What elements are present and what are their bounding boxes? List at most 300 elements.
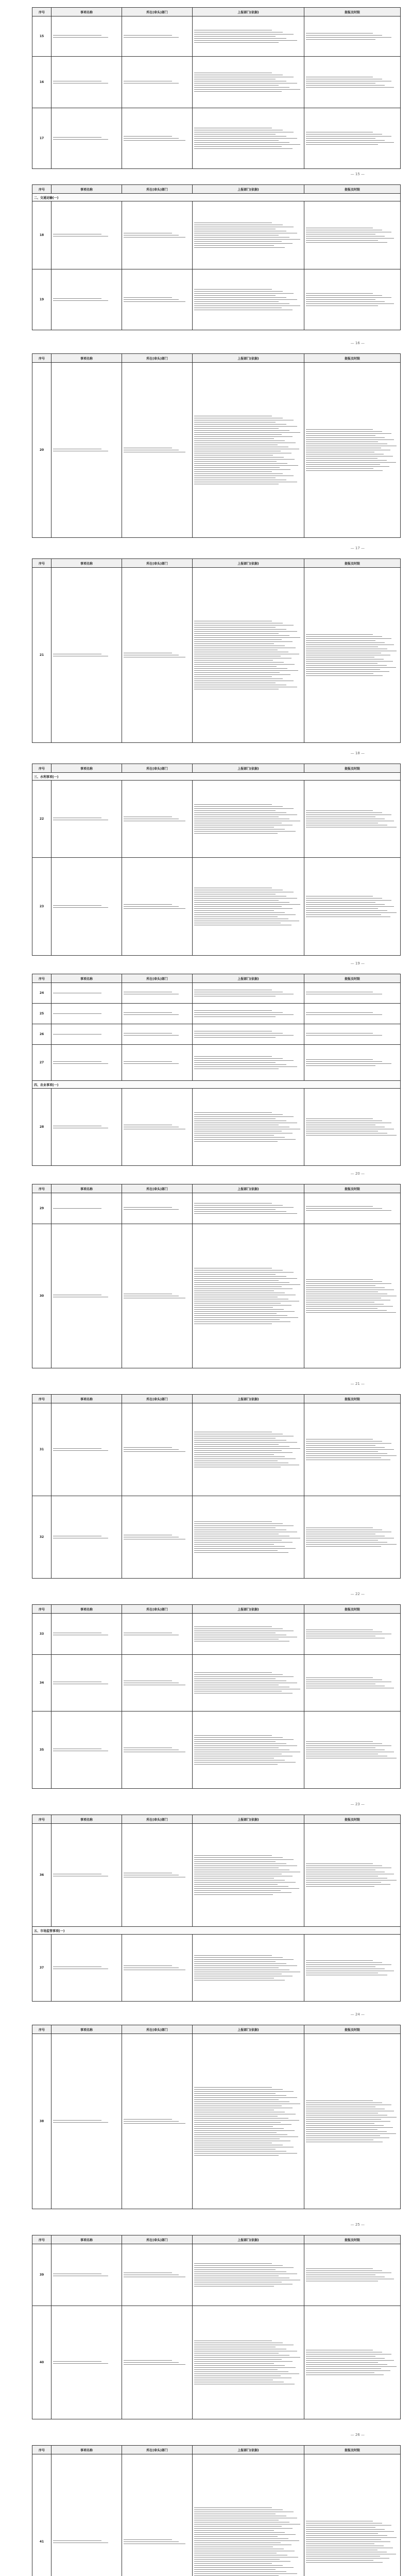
text-line — [194, 1863, 286, 1864]
page-number: — 23 — — [350, 1802, 365, 1806]
table-header-row — [32, 185, 401, 194]
text-line — [306, 2360, 394, 2361]
text-line — [124, 1449, 179, 1450]
page-number: — 16 — — [350, 341, 365, 345]
text-line — [194, 1307, 273, 1308]
text-line — [194, 914, 296, 915]
text-line — [194, 670, 298, 671]
department-cell — [122, 1089, 193, 1166]
text-line — [124, 1063, 179, 1064]
col-header-basis: 上报部门(依据) — [193, 559, 304, 568]
text-line — [194, 1272, 294, 1273]
text-line — [194, 2269, 276, 2270]
category-row — [32, 1081, 401, 1089]
text-line — [306, 1544, 397, 1545]
table-header-row — [32, 1184, 401, 1193]
table-header-row — [32, 2025, 401, 2034]
matters-table — [32, 2025, 401, 2209]
text-line — [194, 1056, 272, 1057]
text-line — [194, 2087, 272, 2088]
text-lines — [53, 1034, 120, 1035]
text-lines — [194, 1626, 302, 1641]
text-lines — [194, 1432, 302, 1467]
table-header-row — [32, 559, 401, 568]
text-line — [194, 432, 300, 433]
text-line — [194, 1626, 272, 1627]
text-line — [306, 904, 385, 905]
category-row — [32, 194, 401, 201]
text-line — [194, 2263, 272, 2264]
col-header-submission: 提报及时限 — [304, 354, 401, 363]
text-line — [194, 1064, 286, 1065]
table-row — [32, 858, 401, 956]
text-lines — [194, 1203, 302, 1214]
text-line — [306, 144, 378, 145]
text-line — [124, 138, 179, 139]
text-line — [194, 808, 294, 809]
text-line — [194, 1035, 294, 1036]
text-line — [194, 1546, 285, 1547]
text-line — [194, 1855, 272, 1856]
department-cell — [122, 2244, 193, 2306]
basis-cell — [193, 1403, 304, 1496]
text-line — [306, 1310, 387, 1311]
text-lines — [306, 2100, 399, 2142]
text-line — [194, 299, 297, 300]
text-lines — [53, 1536, 120, 1538]
text-lines — [53, 1061, 120, 1064]
text-line — [194, 138, 297, 139]
page-number: — 18 — — [350, 751, 365, 755]
text-line — [194, 2571, 286, 2572]
text-line — [194, 2563, 272, 2564]
text-line — [306, 460, 387, 461]
text-line — [306, 1061, 382, 1062]
text-line — [53, 2122, 108, 2123]
row-number: 41 — [32, 2454, 52, 2576]
row-number: 31 — [32, 1403, 52, 1496]
text-lines — [53, 1013, 120, 1014]
text-lines — [194, 1521, 302, 1553]
category-row — [32, 773, 401, 781]
text-line — [306, 240, 378, 241]
text-line — [306, 1962, 382, 1963]
text-lines — [194, 1031, 302, 1038]
text-line — [306, 297, 391, 298]
text-line — [124, 2541, 179, 2542]
department-cell — [122, 108, 193, 169]
basis-cell — [193, 1193, 304, 1224]
text-line — [124, 140, 185, 141]
text-line — [53, 35, 101, 36]
text-line — [194, 245, 274, 246]
department-cell — [122, 269, 193, 330]
row-number: 22 — [32, 781, 52, 858]
text-line — [194, 144, 300, 145]
table-row — [32, 363, 401, 538]
text-line — [194, 243, 293, 244]
text-line — [194, 2532, 285, 2533]
text-line — [306, 138, 375, 139]
text-line — [194, 2526, 282, 2527]
page-number: — 19 — — [350, 961, 365, 965]
text-line — [194, 2371, 288, 2372]
text-line — [194, 1321, 290, 1322]
text-line — [194, 639, 282, 640]
submission-cell — [304, 1193, 401, 1224]
matter-name-cell — [52, 1496, 122, 1579]
text-line — [306, 1065, 375, 1066]
page-number: — 20 — — [350, 1172, 365, 1176]
text-line — [306, 1306, 393, 1307]
text-lines — [306, 1528, 399, 1547]
text-lines — [53, 234, 120, 236]
text-line — [124, 1061, 172, 1062]
department-cell — [122, 2034, 193, 2209]
text-line — [306, 1443, 391, 1444]
text-line — [306, 671, 389, 672]
col-header-department: 所在(牵头)部门 — [122, 185, 193, 194]
basis-cell — [193, 568, 304, 743]
text-line — [194, 1957, 283, 1958]
text-line — [306, 673, 373, 674]
text-line — [194, 146, 282, 147]
text-line — [194, 2267, 294, 2268]
col-header-name: 事项名称 — [52, 2235, 122, 2244]
text-lines — [194, 416, 302, 484]
submission-cell — [304, 781, 401, 858]
text-line — [306, 638, 391, 639]
text-line — [306, 1882, 381, 1883]
text-line — [194, 902, 289, 903]
text-line — [194, 440, 285, 441]
text-lines — [306, 293, 399, 306]
text-line — [124, 2121, 179, 2122]
text-lines — [53, 1749, 120, 1751]
text-lines — [124, 1681, 191, 1685]
text-line — [194, 471, 272, 472]
text-lines — [124, 1965, 191, 1970]
text-line — [194, 1454, 274, 1455]
text-line — [194, 2134, 287, 2135]
text-line — [306, 812, 382, 813]
text-line — [306, 1281, 382, 1282]
text-line — [53, 1208, 101, 1209]
col-header-submission: 提报及时限 — [304, 1395, 401, 1403]
text-line — [194, 1523, 283, 1524]
submission-cell — [304, 1004, 401, 1024]
department-cell — [122, 1403, 193, 1496]
text-lines — [306, 429, 399, 471]
text-lines — [124, 1012, 191, 1015]
col-header-name: 事项名称 — [52, 1184, 122, 1193]
basis-cell — [193, 1496, 304, 1579]
text-lines — [306, 2521, 399, 2563]
department-cell — [122, 57, 193, 108]
text-lines — [124, 2119, 191, 2124]
text-lines — [194, 73, 302, 92]
text-lines — [53, 1874, 120, 1876]
text-line — [124, 1209, 179, 1210]
row-number: 15 — [32, 16, 52, 57]
text-line — [306, 1059, 373, 1060]
text-line — [194, 1284, 300, 1285]
text-lines — [194, 2263, 302, 2286]
text-line — [306, 1447, 385, 1448]
text-line — [306, 466, 389, 467]
text-line — [194, 2367, 296, 2368]
table-row — [32, 983, 401, 1004]
submission-cell — [304, 363, 401, 538]
basis-cell — [193, 363, 304, 538]
text-line — [194, 1676, 294, 1677]
text-line — [194, 2099, 279, 2100]
text-line — [194, 1278, 297, 1279]
text-line — [194, 1886, 288, 1887]
department-cell — [122, 781, 193, 858]
text-line — [194, 641, 293, 642]
text-line — [306, 1884, 390, 1885]
text-line — [194, 1037, 276, 1038]
text-lines — [53, 2274, 120, 2276]
text-line — [194, 1672, 272, 1673]
text-line — [306, 2366, 397, 2367]
text-lines — [53, 35, 120, 38]
text-line — [194, 85, 279, 86]
matters-table — [32, 2235, 401, 2419]
text-line — [194, 2091, 294, 2092]
table-row — [32, 2034, 401, 2209]
table-row — [32, 1655, 401, 1711]
submission-cell — [304, 1403, 401, 1496]
text-lines — [53, 1295, 120, 1297]
basis-cell — [193, 2034, 304, 2209]
text-line — [194, 2155, 279, 2156]
col-header-submission: 提报及时限 — [304, 2446, 401, 2454]
text-line — [306, 810, 373, 811]
text-line — [124, 1451, 185, 1452]
basis-cell — [193, 201, 304, 269]
col-header-number: 序号 — [32, 8, 52, 16]
text-line — [306, 462, 396, 463]
text-line — [124, 2360, 172, 2361]
basis-cell — [193, 2306, 304, 2419]
col-header-submission: 提报及时限 — [304, 974, 401, 983]
table-header-row — [32, 354, 401, 363]
text-line — [306, 435, 375, 436]
document-page — [10, 553, 402, 754]
text-line — [194, 2089, 283, 2090]
text-lines — [306, 1960, 399, 1975]
text-line — [194, 664, 295, 665]
text-line — [194, 34, 294, 35]
row-number: 39 — [32, 2244, 52, 2306]
table-row — [32, 781, 401, 858]
col-header-submission: 提报及时限 — [304, 559, 401, 568]
text-line — [194, 633, 279, 634]
text-lines — [194, 289, 302, 310]
submission-cell — [304, 2454, 401, 2576]
col-header-name: 事项名称 — [52, 559, 122, 568]
text-line — [124, 237, 185, 238]
col-header-number: 序号 — [32, 1184, 52, 1193]
matter-name-cell — [52, 1403, 122, 1496]
matters-table — [32, 974, 401, 1166]
text-line — [194, 295, 276, 296]
text-line — [53, 298, 101, 299]
text-line — [306, 2537, 397, 2538]
text-line — [194, 1544, 274, 1545]
text-line — [194, 1205, 283, 1206]
matter-name-cell — [52, 1193, 122, 1224]
text-line — [194, 1737, 283, 1738]
text-line — [194, 1965, 297, 1966]
text-line — [194, 1114, 283, 1115]
row-number: 38 — [32, 2034, 52, 2209]
matter-name-cell — [52, 1935, 122, 2002]
row-number: 33 — [32, 1614, 52, 1655]
text-line — [194, 239, 300, 240]
text-line — [306, 2127, 393, 2128]
text-line — [306, 663, 377, 664]
text-line — [194, 1741, 276, 1742]
text-line — [194, 1548, 296, 1549]
text-lines — [124, 297, 191, 302]
matters-table — [32, 2445, 401, 2576]
table-row — [32, 57, 401, 108]
text-line — [124, 1447, 172, 1448]
text-line — [306, 1745, 391, 1746]
department-cell — [122, 201, 193, 269]
document-page — [10, 2440, 402, 2576]
text-line — [53, 137, 101, 138]
text-line — [194, 1309, 284, 1310]
text-line — [194, 1739, 294, 1740]
category-row — [32, 1927, 401, 1935]
row-number: 20 — [32, 363, 52, 538]
text-lines — [124, 1061, 191, 1064]
col-header-department: 所在(牵头)部门 — [122, 559, 193, 568]
text-line — [194, 1012, 283, 1013]
text-line — [306, 2533, 378, 2534]
table-header-row — [32, 764, 401, 773]
text-line — [194, 2540, 299, 2541]
text-line — [194, 2153, 297, 2154]
submission-cell — [304, 1935, 401, 2002]
submission-cell — [304, 2244, 401, 2306]
text-line — [194, 1319, 280, 1320]
row-number: 30 — [32, 1224, 52, 1368]
text-line — [306, 2133, 396, 2134]
text-lines — [124, 817, 191, 821]
text-line — [194, 2118, 288, 2119]
table-row — [32, 2306, 401, 2419]
page-number: — 25 — — [350, 2223, 365, 2227]
text-lines — [306, 77, 399, 88]
text-lines — [194, 1955, 302, 1980]
text-line — [306, 661, 393, 662]
text-lines — [306, 1118, 399, 1136]
text-lines — [53, 1448, 120, 1451]
text-line — [194, 898, 297, 899]
row-number: 26 — [32, 1024, 52, 1045]
col-header-name: 事项名称 — [52, 8, 122, 16]
department-cell — [122, 1004, 193, 1024]
text-line — [194, 629, 286, 630]
text-line — [306, 640, 375, 641]
col-header-submission: 提报及时限 — [304, 1605, 401, 1614]
col-header-department: 所在(牵头)部门 — [122, 1605, 193, 1614]
text-line — [194, 2128, 284, 2129]
text-line — [194, 426, 297, 427]
col-header-basis: 上报部门(依据) — [193, 1184, 304, 1193]
col-header-basis: 上报部门(依据) — [193, 974, 304, 983]
text-line — [124, 1207, 172, 1208]
category-label: 四、农业事项(一) — [32, 1081, 401, 1089]
text-line — [306, 458, 377, 459]
text-line — [194, 2357, 300, 2358]
row-number: 17 — [32, 108, 52, 169]
text-line — [306, 636, 382, 637]
row-number: 37 — [32, 1935, 52, 2002]
submission-cell — [304, 983, 401, 1004]
text-lines — [194, 223, 302, 248]
text-line — [194, 87, 289, 88]
text-line — [194, 1139, 296, 1140]
text-line — [194, 637, 300, 638]
text-line — [306, 1445, 375, 1446]
text-line — [306, 2356, 375, 2357]
text-lines — [194, 128, 302, 149]
text-line — [306, 2562, 383, 2563]
col-header-number: 序号 — [32, 2446, 52, 2454]
matters-table — [32, 1815, 401, 2002]
text-line — [194, 1743, 286, 1744]
text-line — [306, 429, 373, 430]
text-lines — [124, 81, 191, 83]
matters-table — [32, 7, 401, 169]
matters-table — [32, 764, 401, 956]
text-line — [194, 91, 282, 92]
basis-cell — [193, 1024, 304, 1045]
text-line — [53, 2361, 101, 2362]
text-line — [194, 434, 282, 435]
table-row — [32, 1711, 401, 1789]
text-lines — [124, 448, 191, 452]
text-line — [194, 1959, 294, 1960]
row-number: 18 — [32, 201, 52, 269]
document-page — [10, 179, 402, 344]
text-line — [194, 297, 286, 298]
text-lines — [306, 1033, 399, 1036]
text-line — [194, 289, 272, 290]
text-line — [306, 1118, 373, 1119]
text-line — [306, 898, 382, 899]
text-line — [194, 1313, 277, 1314]
text-line — [194, 1764, 278, 1765]
text-line — [194, 1116, 294, 1117]
text-line — [194, 1888, 299, 1889]
col-header-number: 序号 — [32, 1395, 52, 1403]
table-row — [32, 1824, 401, 1927]
table-header-row — [32, 1395, 401, 1403]
text-line — [306, 634, 373, 635]
matters-table — [32, 558, 401, 743]
row-number: 25 — [32, 1004, 52, 1024]
department-cell — [122, 1655, 193, 1711]
text-line — [194, 2538, 288, 2539]
row-number: 23 — [32, 858, 52, 956]
